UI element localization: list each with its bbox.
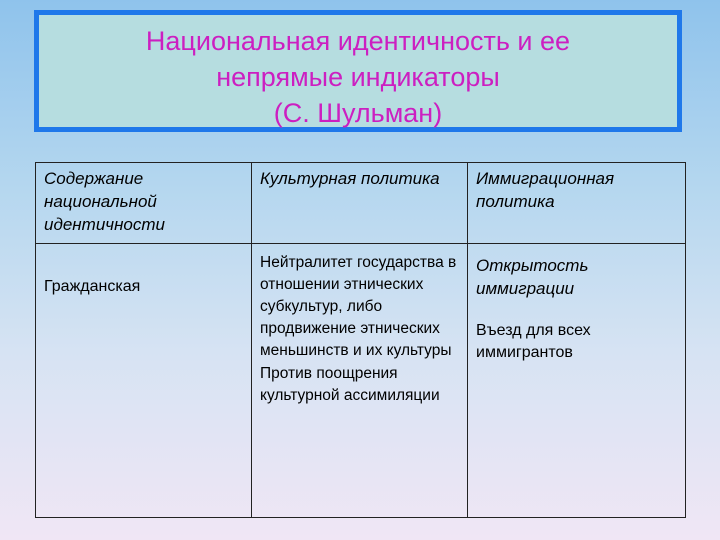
immigration-openness: Открытость иммиграции: [476, 256, 589, 298]
header-identity-content: Содержание национальной идентичности: [36, 163, 252, 244]
cell-immigration-policy: [468, 244, 686, 518]
table-header-row: [36, 163, 686, 244]
title-box: [34, 10, 682, 132]
table-row: [36, 244, 686, 518]
header-immigration-policy: Иммиграционная политика: [468, 163, 686, 244]
title-line-1: Национальная идентичность и ее: [145, 26, 571, 56]
title-line-2: непрямые индикаторы: [216, 62, 500, 92]
header-cultural-policy: Культурная политика: [252, 163, 468, 244]
cell-civic: Гражданская: [36, 244, 252, 518]
cell-cultural-policy: [252, 244, 468, 518]
identity-table: [35, 162, 686, 518]
immigration-entry: Въезд для всех иммигрантов: [476, 322, 591, 361]
title-line-3: (С. Шульман): [273, 98, 443, 128]
cultural-policy-item: Против поощрения культурной ассимиляции: [260, 365, 440, 404]
cultural-policy-item: Нейтралитет государства в отношении этнических субкультур, либо продвижение этнических меньшинств и их культуры: [260, 254, 457, 359]
